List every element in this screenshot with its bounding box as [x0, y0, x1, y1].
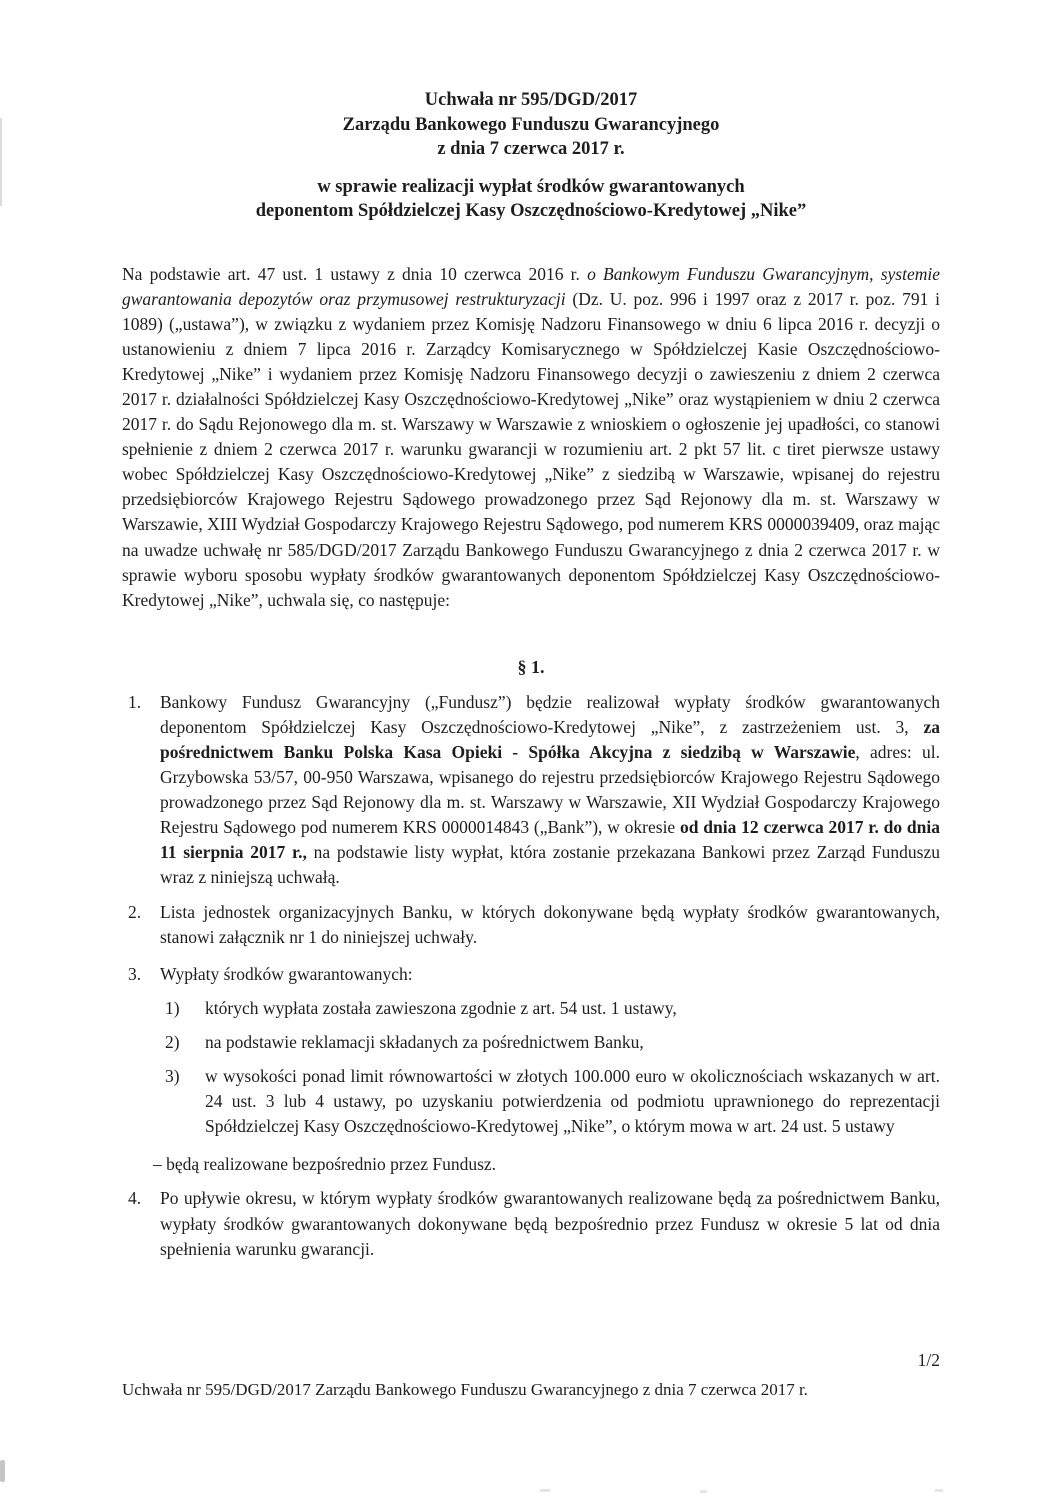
scan-artifact-speck: [700, 1490, 707, 1493]
subject-line-2: deponentom Spółdzielczej Kasy Oszczędnościowo-Kredytowej „Nike”: [255, 201, 807, 221]
sub-1-number: 1): [165, 997, 180, 1018]
preamble-seg-1: Na podstawie art. 47 ust. 1 ustawy z dnia 10 czerwca 2016 r.: [122, 263, 588, 284]
scan-artifact-left-top: [0, 118, 2, 206]
title-line-3: z dnia 7 czerwca 2017 r.: [437, 139, 625, 159]
item-1-period-bold: od dnia 12 czerwca 2017 r. do dnia 11 sierpnia 2017 r.,: [160, 817, 940, 863]
list-item-3-intro: Wypłaty środków gwarantowanych:: [160, 963, 413, 984]
scan-artifact-speck: [935, 1489, 943, 1492]
title-line-2: Zarządu Bankowego Funduszu Gwarancyjnego: [342, 114, 720, 135]
list-item-2: [122, 900, 940, 950]
sub-1-text: których wypłata została zawieszona zgodnie z art. 54 ust. 1 ustawy,: [205, 997, 677, 1018]
item-1-bank-name-bold: za pośrednictwem Banku Polska Kasa Opieki - Spółka Akcyjna z siedzibą w Warszawie: [160, 716, 940, 762]
sub-2-text: na podstawie reklamacji składanych za pośrednictwem Banku,: [205, 1031, 644, 1052]
list-item-3: [122, 962, 940, 987]
page-number: 1/2: [917, 1350, 940, 1370]
scan-artifact-speck: [540, 1489, 550, 1492]
list-item-4-number: 4.: [128, 1188, 142, 1209]
item-1-seg-3: na podstawie listy wypłat, która zostanie przekazana Bankowi przez Zarząd Funduszu wraz z niniejszą uchwałą.: [160, 842, 940, 888]
section-1-heading: § 1.: [517, 656, 545, 677]
item-1-seg-2: , adres: ul. Grzybowska 53/57, 00-950 Warszawa, wpisanego do rejestru przedsiębiorców Krajowego Rejestru Sądowego prowadzonego przez Sąd Rejonowy dla m. st. Warszawy w Warszawie, XII Wydział Gospodarczy Krajowego Rejestru Sądowego pod numerem KRS 0000014843 („Bank”), w okresie: [160, 742, 940, 838]
list-item-1: [122, 690, 940, 891]
sub-3-number: 3): [165, 1066, 180, 1087]
preamble-act-title-italic: o Bankowym Funduszu Gwarancyjnym, systemie gwarantowania depozytów oraz przymusowej restrukturyzacji: [122, 263, 940, 309]
subject-line-1: w sprawie realizacji wypłat środków gwarantowanych: [317, 176, 745, 197]
preamble-seg-2: (Dz. U. poz. 996 i 1997 oraz z 2017 r. poz. 791 i 1089) („ustawa”), w związku z wydaniem przez Komisję Nadzoru Finansowego w dniu 6 lipca 2016 r. decyzji o ustanowieniu z dniem 7 lipca 2016 r. Zarządcy Komisarycznego w Spółdzielczej Kasie Oszczędnościowo-Kredytowej „Nike” i wydaniem przez Komisję Nadzoru Finansowego decyzji o zawieszeniu z dniem 2 czerwca 2017 r. działalności Spółdzielczej Kasy Oszczędnościowo-Kredytowej „Nike” oraz wystąpieniem w dniu 2 czerwca 2017 r. do Sądu Rejonowego dla m. st. Warszawy w Warszawie z wnioskiem o ogłoszenie jej upadłości, co stanowi spełnienie z dniem 2 czerwca 2017 r. warunku gwarancji w rozumieniu art. 2 pkt 57 lit. c tiret pierwsze ustawy wobec Spółdzielczej Kasy Oszczędnościowo-Kredytowej „Nike” z siedzibą w Warszawie, wpisanej do rejestru przedsiębiorców Krajowego Rejestru Sądowego prowadzonego przez Sąd Rejonowy dla m. st. Warszawy w Warszawie, XIII Wydział Gospodarczy Krajowego Rejestru Sądowego, pod numerem KRS 0000039409, oraz mając na uwadze uchwałę nr 585/DGD/2017 Zarządu Bankowego Funduszu Gwarancyjnego z dnia 2 czerwca 2017 r. w sprawie wyboru sposobu wypłaty środków gwarantowanych deponentom Spółdzielczej Kasy Oszczędnościowo-Kredytowej „Nike”, uchwala się, co następuje:: [122, 288, 941, 610]
item-1-seg-1: Bankowy Fundusz Gwarancyjny („Fundusz”) będzie realizował wypłaty środków gwarantowanych deponentom Spółdzielczej Kasy Oszczędnościowo-Kredytowej „Nike”, z zastrzeżeniem ust. 3,: [160, 691, 940, 737]
list-item-1-text: [160, 690, 940, 891]
list-item-1-number: 1.: [128, 691, 142, 712]
document-subject: [122, 175, 940, 224]
title-line-1: Uchwała nr 595/DGD/2017: [424, 90, 638, 110]
list-item-3-closing: – będą realizowane bezpośrednio przez Fundusz.: [153, 1154, 497, 1175]
list-item-3-sub-3: [160, 1064, 940, 1139]
list-item-4: [122, 1186, 940, 1261]
preamble-paragraph: [122, 262, 940, 613]
list-item-2-text: Lista jednostek organizacyjnych Banku, w których dokonywane będą wypłaty środków gwarantowanych, stanowi załącznik nr 1 do niniejszej uchwały.: [160, 901, 940, 947]
sub-2-number: 2): [165, 1031, 180, 1052]
list-item-3-number: 3.: [128, 963, 142, 984]
list-item-2-number: 2.: [128, 901, 142, 922]
list-item-3-sub-1: [160, 996, 940, 1021]
list-item-3-sub-2: [160, 1030, 940, 1055]
sub-3-text: w wysokości ponad limit równowartości w złotych 100.000 euro w okolicznościach wskazanych w art. 24 ust. 3 lub 4 ustawy, po uzyskaniu potwierdzenia od podmiotu uprawnionego do reprezentacji Spółdzielczej Kasy Oszczędnościowo-Kredytowej „Nike”, o którym mowa w art. 24 ust. 5 ustawy: [205, 1066, 940, 1137]
document-title: [122, 88, 940, 162]
footer-text: Uchwała nr 595/DGD/2017 Zarządu Bankowego Funduszu Gwarancyjnego z dnia 7 czerwca 2017 r.: [122, 1380, 808, 1399]
list-item-4-text: Po upływie okresu, w którym wypłaty środków gwarantowanych realizowane będą za pośrednictwem Banku, wypłaty środków gwarantowanych dokonywane będą bezpośrednio przez Fundusz w okresie 5 lat od dnia spełnienia warunku gwarancji.: [160, 1188, 940, 1259]
section-1-list: [122, 690, 940, 1262]
scan-artifact-left-bottom: [0, 1460, 5, 1482]
